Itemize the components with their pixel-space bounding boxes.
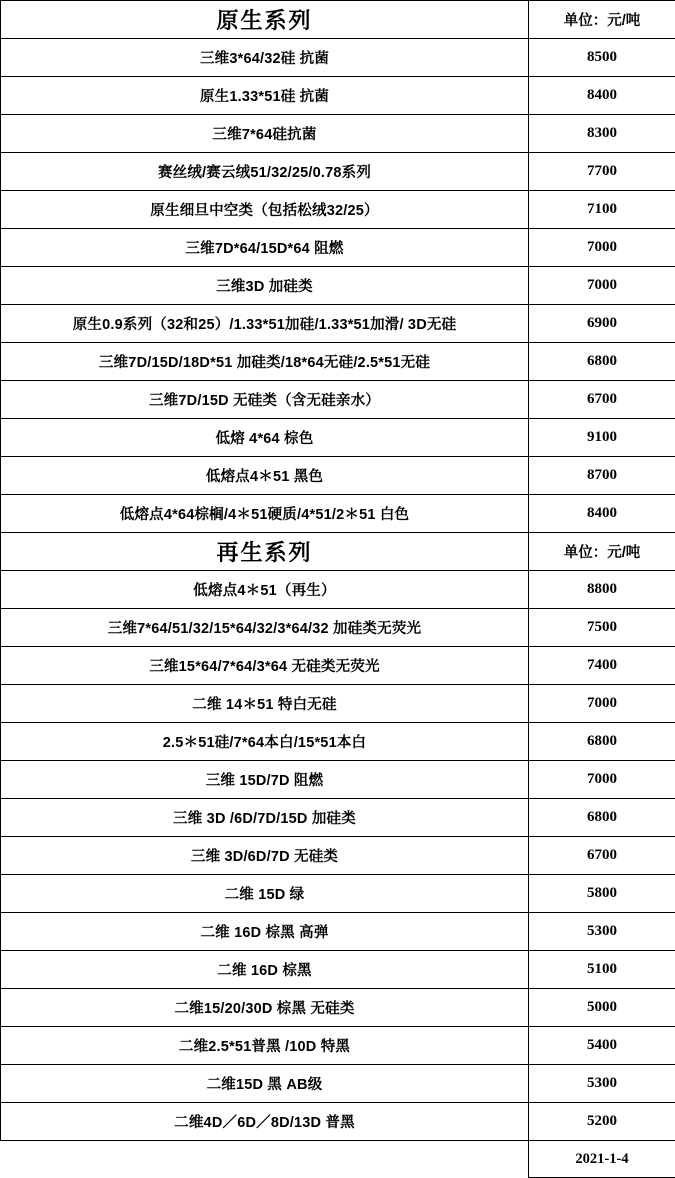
- product-price: 5400: [529, 1027, 675, 1065]
- product-price: 7000: [529, 685, 675, 723]
- product-name: 原生1.33*51硅 抗菌: [1, 77, 529, 115]
- table-row: [1, 1027, 675, 1065]
- product-price: 7400: [529, 647, 675, 685]
- product-price: 6700: [529, 837, 675, 875]
- product-price: 7100: [529, 191, 675, 229]
- product-price: 8400: [529, 495, 675, 533]
- section-title: 原生系列: [1, 1, 529, 39]
- table-row: [1, 647, 675, 685]
- product-name: 低熔 4*64 棕色: [1, 419, 529, 457]
- product-price: 5300: [529, 1065, 675, 1103]
- product-name: 二维 16D 棕黑: [1, 951, 529, 989]
- product-price: 9100: [529, 419, 675, 457]
- table-row: [1, 267, 675, 305]
- product-price: 8500: [529, 39, 675, 77]
- product-name: 二维15/20/30D 棕黑 无硅类: [1, 989, 529, 1027]
- product-name: 低熔点4＊51 黑色: [1, 457, 529, 495]
- product-name: 2.5＊51硅/7*64本白/15*51本白: [1, 723, 529, 761]
- product-price: 7000: [529, 267, 675, 305]
- table-row: [1, 609, 675, 647]
- table-row: [1, 1065, 675, 1103]
- product-name: 三维3*64/32硅 抗菌: [1, 39, 529, 77]
- table-row: [1, 77, 675, 115]
- product-name: 三维7*64硅抗菌: [1, 115, 529, 153]
- product-price: 5800: [529, 875, 675, 913]
- product-price: 7000: [529, 761, 675, 799]
- product-name: 二维 15D 绿: [1, 875, 529, 913]
- section-unit: 单位：元/吨: [529, 533, 675, 571]
- product-name: 二维 16D 棕黑 高弹: [1, 913, 529, 951]
- table-row: [1, 875, 675, 913]
- table-row: [1, 381, 675, 419]
- product-price: 5100: [529, 951, 675, 989]
- product-name: 二维15D 黑 AB级: [1, 1065, 529, 1103]
- product-name: 三维7D/15D/18D*51 加硅类/18*64无硅/2.5*51无硅: [1, 343, 529, 381]
- product-name: 二维4D／6D／8D/13D 普黑: [1, 1103, 529, 1141]
- table-row: [1, 989, 675, 1027]
- section-header-row: [1, 1, 675, 39]
- product-price: 5300: [529, 913, 675, 951]
- table-row: [1, 305, 675, 343]
- product-price: 6800: [529, 799, 675, 837]
- table-row: [1, 913, 675, 951]
- table-row: [1, 457, 675, 495]
- table-row: [1, 799, 675, 837]
- product-price: 7000: [529, 229, 675, 267]
- table-row: [1, 419, 675, 457]
- table-body: [1, 1, 675, 1178]
- table-row: [1, 951, 675, 989]
- blank-cell: [1, 1141, 529, 1178]
- table-row: [1, 495, 675, 533]
- product-name: 三维7D/15D 无硅类（含无硅亲水）: [1, 381, 529, 419]
- product-price: 5000: [529, 989, 675, 1027]
- product-price: 8700: [529, 457, 675, 495]
- product-price: 6800: [529, 723, 675, 761]
- table-row: [1, 837, 675, 875]
- product-price: 7700: [529, 153, 675, 191]
- section-header-row: [1, 533, 675, 571]
- product-price: 8800: [529, 571, 675, 609]
- product-name: 三维7*64/51/32/15*64/32/3*64/32 加硅类无荧光: [1, 609, 529, 647]
- table-row: [1, 1103, 675, 1141]
- table-row: [1, 723, 675, 761]
- product-price: 6700: [529, 381, 675, 419]
- table-row: [1, 153, 675, 191]
- product-price: 6800: [529, 343, 675, 381]
- table-row: [1, 229, 675, 267]
- product-name: 三维 15D/7D 阻燃: [1, 761, 529, 799]
- table-row: [1, 343, 675, 381]
- product-name: 赛丝绒/赛云绒51/32/25/0.78系列: [1, 153, 529, 191]
- product-name: 三维3D 加硅类: [1, 267, 529, 305]
- table-row: [1, 39, 675, 77]
- product-name: 三维 3D /6D/7D/15D 加硅类: [1, 799, 529, 837]
- product-price: 8400: [529, 77, 675, 115]
- product-price: 7500: [529, 609, 675, 647]
- product-name: 三维 3D/6D/7D 无硅类: [1, 837, 529, 875]
- product-name: 三维7D*64/15D*64 阻燃: [1, 229, 529, 267]
- table-row: [1, 685, 675, 723]
- product-name: 低熔点4＊51（再生）: [1, 571, 529, 609]
- product-name: 原生细旦中空类（包括松绒32/25）: [1, 191, 529, 229]
- section-title: 再生系列: [1, 533, 529, 571]
- section-unit: 单位：元/吨: [529, 1, 675, 39]
- document-date: 2021-1-4: [529, 1141, 675, 1178]
- product-name: 原生0.9系列（32和25）/1.33*51加硅/1.33*51加滑/ 3D无硅: [1, 305, 529, 343]
- product-price: 8300: [529, 115, 675, 153]
- table-row: [1, 191, 675, 229]
- product-price: 6900: [529, 305, 675, 343]
- product-name: 二维 14＊51 特白无硅: [1, 685, 529, 723]
- product-name: 二维2.5*51普黑 /10D 特黑: [1, 1027, 529, 1065]
- product-price: 5200: [529, 1103, 675, 1141]
- table-row: [1, 761, 675, 799]
- date-row: [1, 1141, 675, 1178]
- product-name: 低熔点4*64棕榈/4＊51硬质/4*51/2＊51 白色: [1, 495, 529, 533]
- table-row: [1, 115, 675, 153]
- product-name: 三维15*64/7*64/3*64 无硅类无荧光: [1, 647, 529, 685]
- table-row: [1, 571, 675, 609]
